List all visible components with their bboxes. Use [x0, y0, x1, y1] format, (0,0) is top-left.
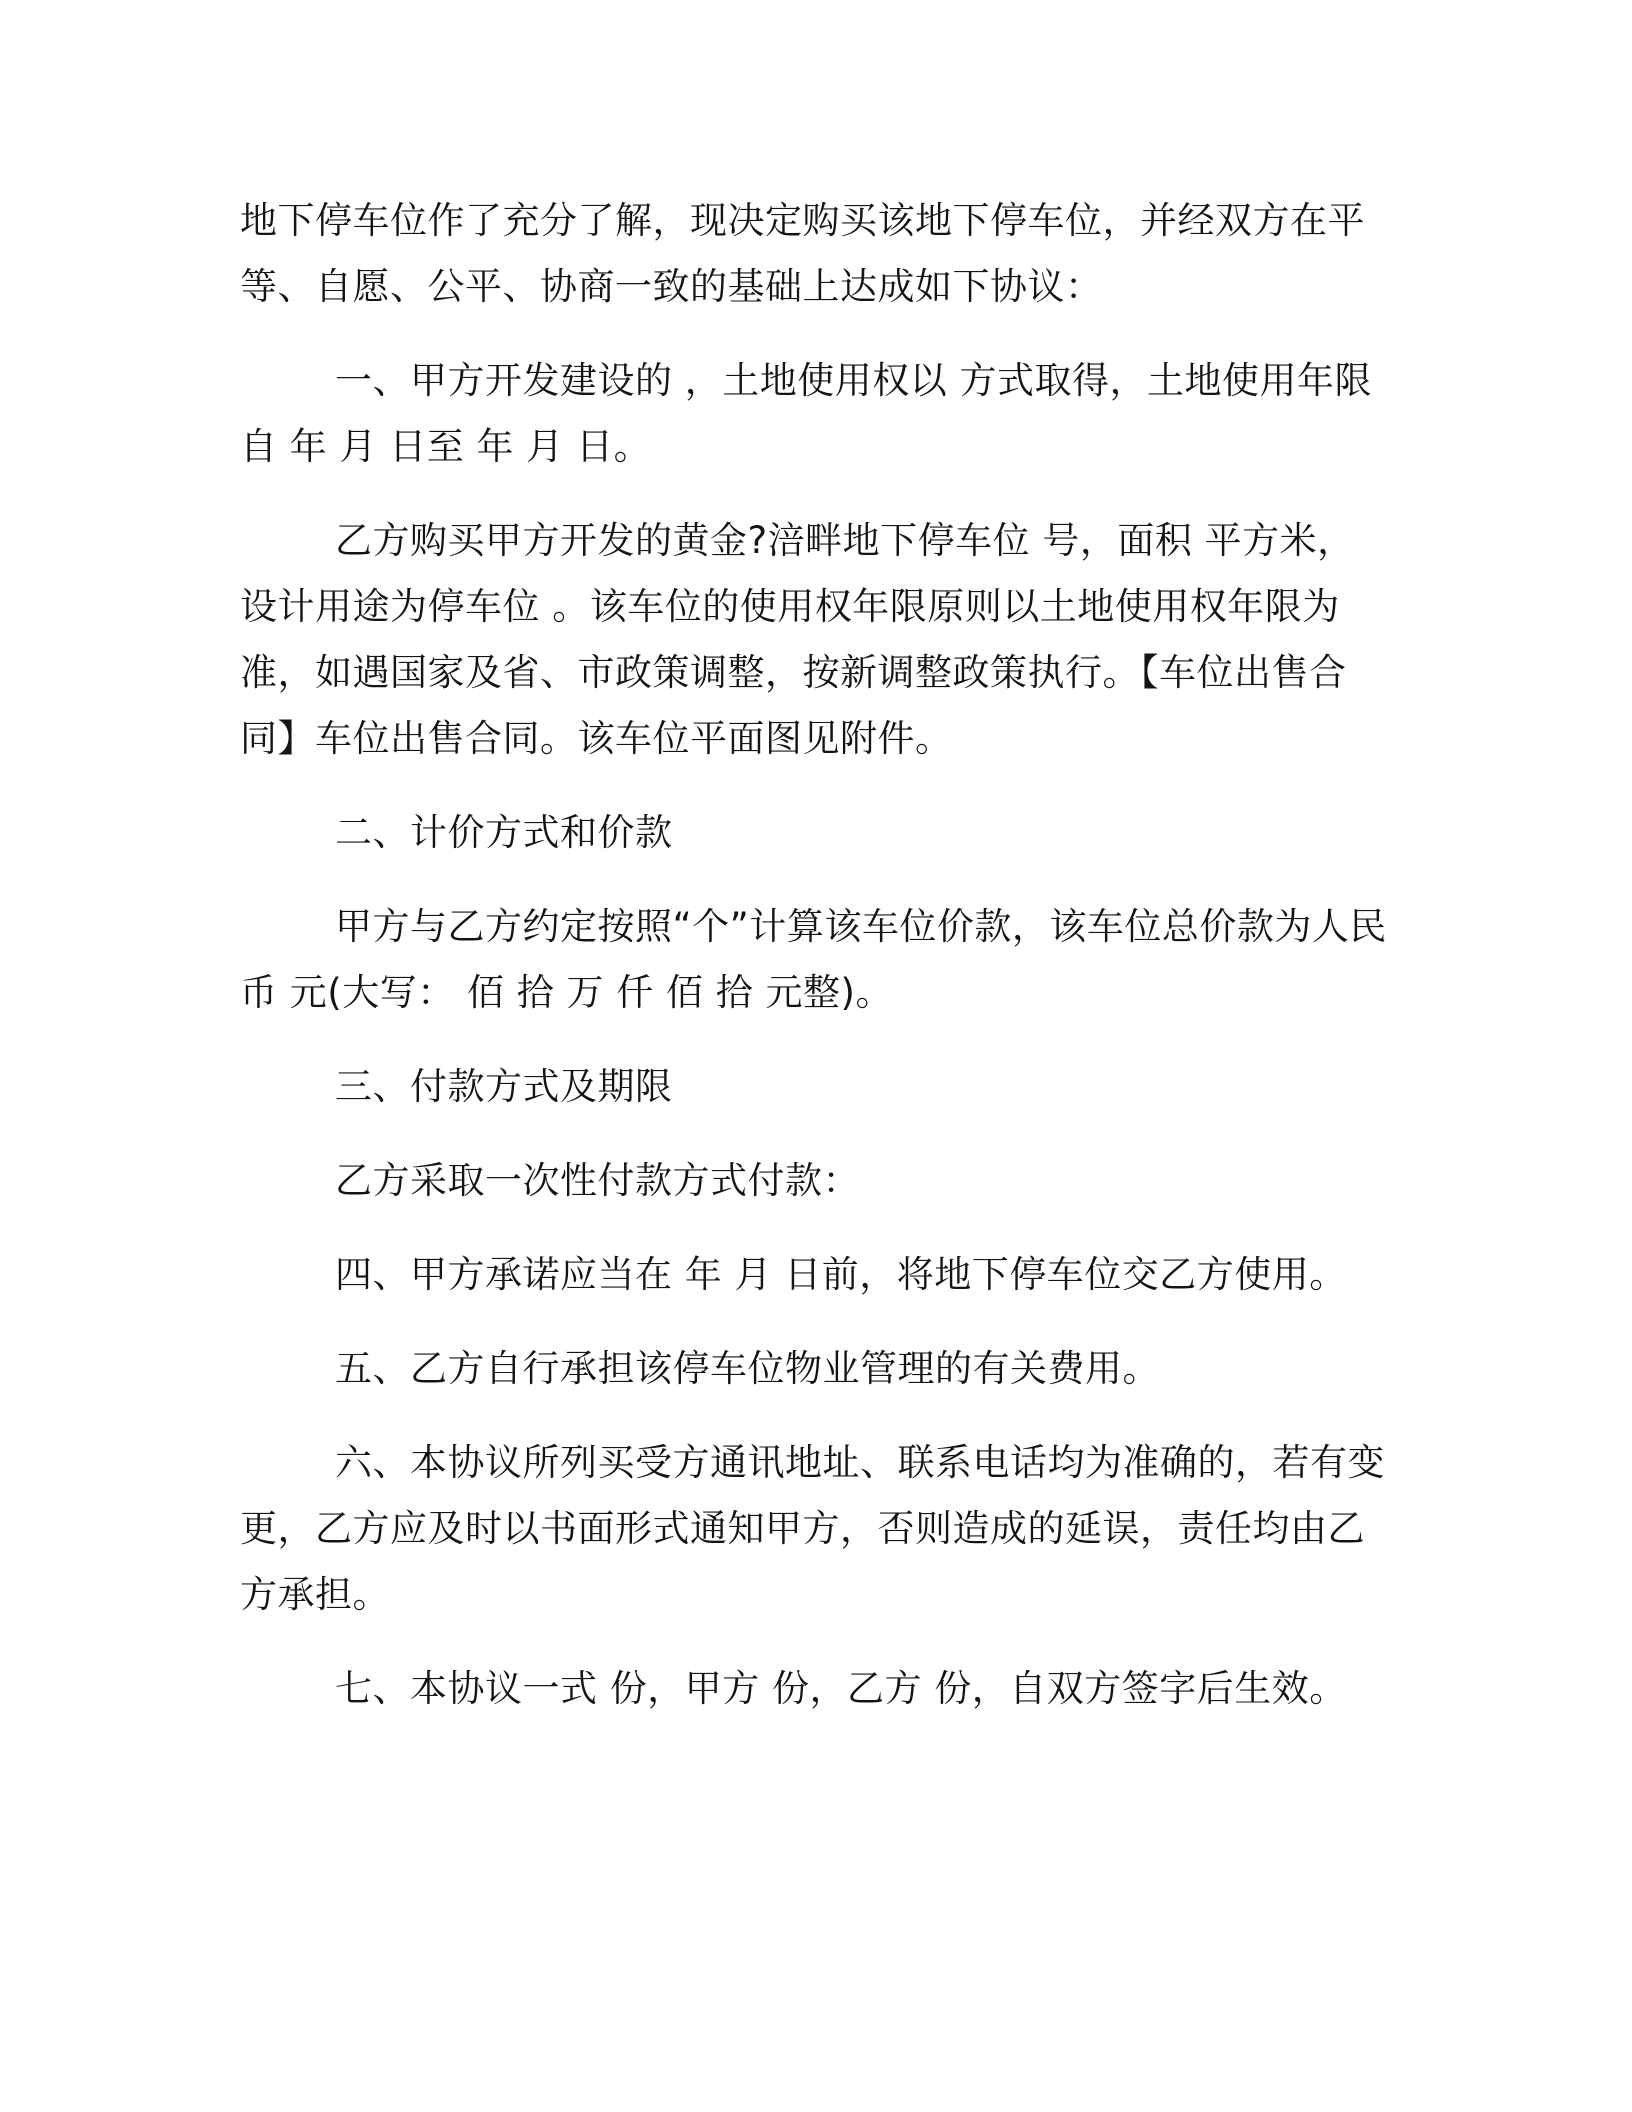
paragraph-parking-purchase: 乙方购买甲方开发的黄金?涪畔地下停车位 号，面积 平方米，设计用途为停车位 。该车位的使用权年限原则以土地使用权年限为准，如遇国家及省、市政策调整，按新调整政策执行。【车位出售合同】车位出售合同。该车位平面图见附件。: [240, 519, 1355, 760]
paragraph-price: 甲方与乙方约定按照“个”计算该车位价款，该车位总价款为人民币 元(大写： 佰 拾 万 仟 佰 拾 元整)。: [240, 905, 1387, 1014]
paragraph-clause-1: 一、甲方开发建设的 ，土地使用权以 方式取得，土地使用年限自 年 月 日至 年 月 日。: [240, 359, 1373, 468]
paragraph-clause-6: 六、本协议所列买受方通讯地址、联系电话均为准确的，若有变更，乙方应及时以书面形式通知甲方，否则造成的延误，责任均由乙方承担。: [240, 1441, 1385, 1616]
paragraph-clause-4: 四、甲方承诺应当在 年 月 日前，将地下停车位交乙方使用。: [335, 1253, 1347, 1296]
document-body: [240, 188, 1390, 1750]
paragraph-clause-7: 七、本协议一式 份，甲方 份，乙方 份，自双方签字后生效。: [335, 1667, 1347, 1710]
heading-pricing: 二、计价方式和价款: [335, 811, 673, 854]
paragraph-intro: 地下停车位作了充分了解，现决定购买该地下停车位，并经双方在平等、自愿、公平、协商一致的基础上达成如下协议：: [240, 199, 1365, 308]
heading-payment: 三、付款方式及期限: [335, 1065, 673, 1108]
paragraph-clause-5: 五、乙方自行承担该停车位物业管理的有关费用。: [335, 1347, 1160, 1390]
paragraph-payment-method: 乙方采取一次性付款方式付款：: [335, 1159, 860, 1202]
